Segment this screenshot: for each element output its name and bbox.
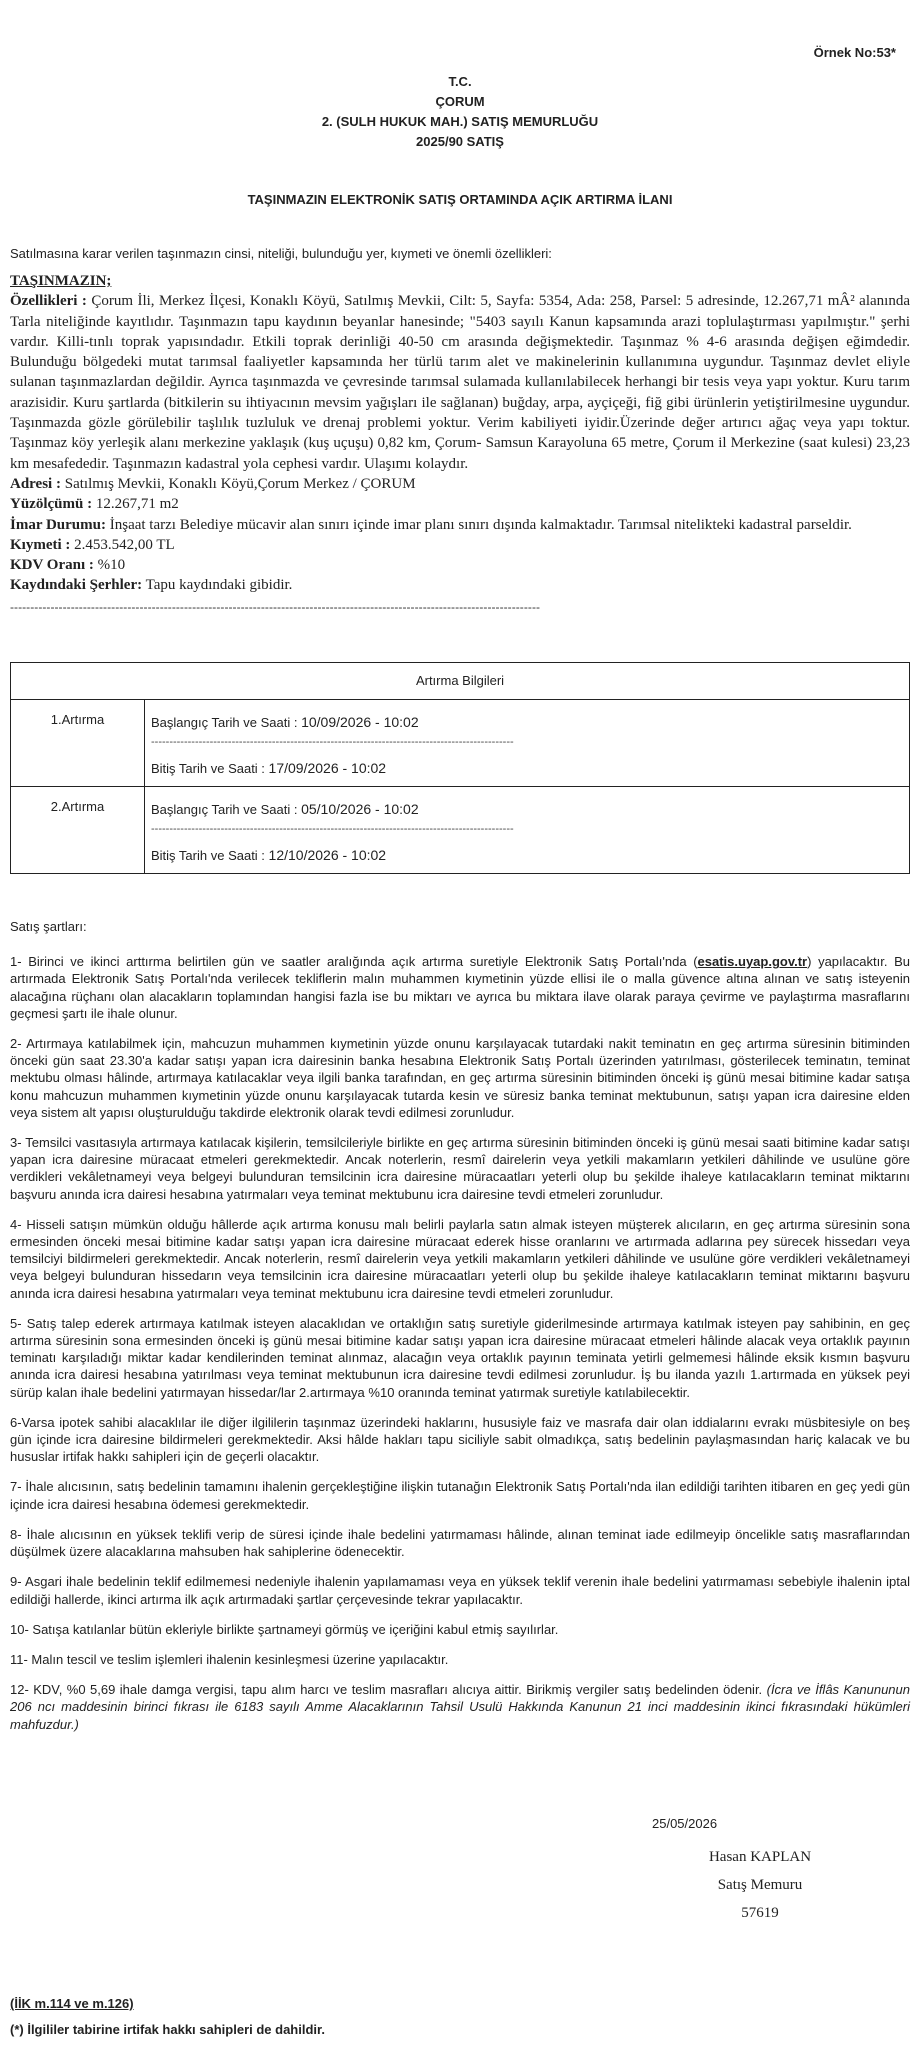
auction-row	[11, 700, 909, 786]
area-label: Yüzölçümü :	[10, 496, 93, 513]
end-value: 12/10/2026 - 10:02	[268, 847, 387, 863]
end-value: 17/09/2026 - 10:02	[268, 760, 387, 776]
value-amount: 2.453.542,00 TL	[70, 536, 175, 553]
condition-4: 4- Hisseli satışın mümkün olduğu hâllerde açık artırma konusu malı belirli paylarla satın almak isteyen müşterek alıcıların, en geç artırma süresinin sona ermesinden önceki mesai bitimine kadar satışı yapan icra dairesine müracaat ederek hisse oranlarını ve artırmada adlarına pey sürecek hissedarı veya temsilciyi bildirmeleri gerekmektedir. Ancak noterlerin, resmî dairelerin veya yetkili makamların yetkileri dâhilinde ve usulüne göre verdikleri vekâletnameyi veya belgeyi bulunduran hissedarın veya temsilcinin icra dairesine müracaatları yeterli olup bu şekilde ihaleye katılacakların teminat miktarını başvuru anında icra dairesi hesabına yatırmaları veya teminat mektubunu icra dairesine tevdi etmeleri zorunludur.	[10, 1216, 910, 1301]
sample-number: Örnek No:53*	[813, 45, 896, 60]
auction-row	[11, 786, 909, 873]
value-label: Kıymeti :	[10, 536, 71, 553]
condition-8: 8- İhale alıcısının en yüksek teklifi verip de süresi içinde ihale bedelini yatırmaması hâlinde, alınan teminat iade edilmeyip öncelikle satış masraflarından düşülmek üzere alacaklarına mahsuben hak sahiplerine ödenecektir.	[10, 1526, 910, 1560]
zoning-value: İnşaat tarzı Belediye mücavir alan sınırı içinde imar planı sınırı dışında kalmaktadır. Tarımsal nitelikteki kadastral parseldir.	[105, 516, 852, 533]
condition-1-pre: 1- Birinci ve ikinci arttırma belirtilen gün ve saatler aralığında açık artırma suretiyle Elektronik Satış Portalı'nda (	[10, 954, 698, 970]
address-value: Satılmış Mevkii, Konaklı Köyü,Çorum Merkez / ÇORUM	[60, 475, 416, 492]
vat-value: %10	[93, 557, 126, 574]
intro-text: Satılmasına karar verilen taşınmazın cinsi, niteliği, bulunduğu yer, kıymeti ve önemli özellikleri:	[10, 246, 552, 261]
auction-round-label: 1.Artırma	[11, 700, 145, 786]
conditions-title: Satış şartları:	[10, 919, 87, 934]
property-heading: TAŞINMAZIN;	[10, 273, 112, 289]
condition-9: 9- Asgari ihale bedelinin teklif edilmemesi nedeniyle ihalenin yapılamaması veya en yüksek teklif verenin ihale bedelini yatırmaması sebebiyle ihalenin iptal edildiği hallerde, ikinci artırma ilk açık artırmadaki şartlar çerçevesinde tekrar yapılacaktır.	[10, 1574, 910, 1607]
features-text: Çorum İli, Merkez İlçesi, Konaklı Köyü, Satılmış Mevkii, Cilt: 5, Sayfa: 5354, Ada: 258, Parsel: 5 adresinde, 12.267,71 mÂ² alanında Tarla niteliğinde kayıtlıdır. Taşınmazın tapu kaydının beyanlar hanesinde; "5403 sayılı Kanun kapsamında arazi toplulaştırması yapılmıştır." şerhi vardır. Killi-tınlı toprak yapısındadır. Etkili toprak derinliği 40-50 cm arasında değişmektedir. Taşınmaz % 4-6 arasında değişen eğimdedir. Bulunduğu bölgedeki mutat tarımsal faaliyetler kapsamında her türlü tarım alet ve makinelerinin kullanımına uygundur. Taşınmaz devlet eliyle sulanan taşınmazlardan değildir. Ayrıca taşınmazda ve çevresinde tarımsal sulamada kullanılabilecek herhangi bir tesis veya yapı yoktur. Kuru tarım arazisidir. Kuru şartlarda (bitkilerin su ihtiyacının mevsim yağışları ile sağlanan) buğday, arpa, ayçiçeği, fiğ gibi ürünlerin yetiştirilmesine uygundur. Taşınmazda gözle görülebilir taşlılık tuzluluk ve drenaj problemi yoktur. Verim kabiliyeti iyidir.Üzerinde değer artırıcı ağaç veya yapı toktur. Taşınmaz köy yerleşik alanı merkezine yaklaşık (kuş uçuşu) 0,82 km, Çorum- Samsun Karayoluna 65 metre, Çorum il Merkezine (saat kulesi) 23,23 km mesafededir. Taşınmazın kadastral yola cephesi vardır. Ulaşımı kolaydır.	[10, 293, 910, 472]
signature-block	[660, 1843, 860, 1927]
vat-label: KDV Oranı :	[10, 557, 94, 574]
end-label: Bitiş Tarih ve Saati :	[151, 848, 269, 863]
header-line-city: ÇORUM	[435, 94, 485, 109]
condition-12	[10, 1681, 910, 1733]
auction-info-table	[10, 662, 910, 874]
auction-start	[151, 801, 419, 817]
property-address	[10, 474, 910, 494]
condition-2: 2- Artırmaya katılabilmek için, mahcuzun muhammen kıymetinin yüzde onunu karşılayacak tutardaki nakit teminatın en geç artırma süresinin bitiminden önceki gün saat 23.30'a kadar satışı yapan icra dairesinin banka hesabına Elektronik Satış Portalı üzerinden yatırılması, gösterilecek teminatın, teminat mektubu olması hâlinde, artırmaya katılacaklar veya ilgili banka tarafından, en geç artırma süresinin bitiminden önceki iş günü mesai bitimine kadar satışa konu mahcuzun muhammen kıymetinin yüzde onunu karşılayacak tutarda kesin ve süresiz banka teminat mektubunun, satışı yapan icra dairesine elden veya sistem alt yapısı oluşturulduğu takdirde elektronik olarak tevdi edilmesi zorunludur.	[10, 1036, 910, 1120]
address-label: Adresi :	[10, 475, 61, 492]
auction-end	[151, 760, 386, 776]
property-details	[10, 271, 910, 596]
annotations-label: Kaydındaki Şerhler:	[10, 577, 143, 594]
area-value: 12.267,71 m2	[92, 496, 179, 513]
start-label: Başlangıç Tarih ve Saati :	[151, 802, 302, 817]
signatory-title: Satış Memuru	[717, 1877, 803, 1893]
zoning-label: İmar Durumu:	[10, 516, 106, 533]
esatis-portal-link[interactable]: esatis.uyap.gov.tr	[697, 954, 808, 970]
auction-start	[151, 714, 419, 730]
law-reference: (İİK m.114 ve m.126)	[10, 1996, 134, 2011]
auction-times	[145, 700, 909, 786]
auction-times	[145, 787, 909, 873]
document-title: TAŞINMAZIN ELEKTRONİK SATIŞ ORTAMINDA AÇIK ARTIRMA İLANI	[247, 192, 673, 207]
condition-5: 5- Satış talep ederek artırmaya katılmak isteyen alacaklıdan ve ortaklığın satış suretiyle giderilmesinde artırmaya katılmak isteyen pay sahibinin, en geç artırma süresinin sona ermesinden önceki iş günü mesai bitimine kadar satışı yapan icra dairesine müracaat etmeleri hâlinde alacak veya ortaklık payının teminatı karşıladığı miktar kadar kendilerinden teminat alınmaz, alacağın veya ortaklık payının teminata yetirli gelmemesi hâlinde eksik kısmın başvuru anında icra dairesi hesabına yatırılması veya teminat mektubunun icra dairesine tevdi edilmesi zorunludur. İş bu ilanda yazılı 1.artırmada en yüksek peyi sürüp kalan ihale bedelini yatırmayan hissedar/lar 2.artırmaya %10 oranında teminat yatırmak suretiyle katılabilecektir.	[10, 1315, 910, 1400]
condition-12-legal-note: (İcra ve İflâs Kanununun 206 ncı maddesinin birinci fıkrası ile 6183 sayılı Amme Alacaklarının Tahsil Usulü Hakkında Kanunun 21 inci maddesinin ikinci fıkrasındaki hükümleri mahfuzdur.)	[10, 1682, 910, 1732]
start-value: 10/09/2026 - 10:02	[301, 714, 419, 730]
features-label: Özellikleri :	[10, 293, 87, 310]
property-annotations	[10, 575, 910, 595]
property-vat	[10, 555, 910, 575]
property-features	[10, 291, 910, 474]
condition-6: 6-Varsa ipotek sahibi alacaklılar ile diğer ilgililerin taşınmaz üzerindeki haklarını, hususiyle faiz ve masrafa dair olan iddialarını evrakı müsbitesiyle on beş gün içinde icra dairesine bildirmeleri gerekmektedir. Aksi hâlde hakları tapu siciliyle sabit olmadıkça, satış bedelinin paylaşmasından hariç kalacak ve bu hususlar irtifak hakkı sahipleri için de geçerli olacaktır.	[10, 1414, 910, 1465]
auction-end	[151, 847, 386, 863]
condition-1-post: ) yapılacaktır. Bu artırmada Elektronik Satış Portalı'nda verilecek tekliflerin malın muhammen kıymetinin yüzde ellisi ile o malla güvence altına alınan ve satış isteyenin alacağına rüçhanı olan alacakların toplamından hangisi fazla ise bu miktarı ve ayrıca bu miktara ilave olarak paraya çevirme ve paylaştırma masraflarını geçmesi şartı ile ihale olunur.	[10, 954, 910, 1021]
condition-7: 7- İhale alıcısının, satış bedelinin tamamını ihalenin gerçekleştiğine ilişkin tutanağın Elektronik Satış Portalı'nda ilan edildiği tarihten itibaren en geç yedi gün içinde icra dairesi hesabına ödemesi gerekmektedir.	[10, 1479, 910, 1512]
annotations-value: Tapu kaydındaki gibidir.	[142, 577, 293, 594]
signatory-number: 57619	[741, 1905, 779, 1921]
header-line-file-no: 2025/90 SATIŞ	[416, 134, 504, 149]
start-label: Başlangıç Tarih ve Saati :	[151, 715, 302, 730]
property-value	[10, 535, 910, 555]
condition-11: 11- Malın tescil ve teslim işlemleri ihalenin kesinleşmesi üzerine yapılacaktır.	[10, 1651, 449, 1667]
end-label: Bitiş Tarih ve Saati :	[151, 761, 269, 776]
property-area	[10, 494, 910, 514]
section-divider: -----------------------------------------------------------------------------------------------------------------------------------	[10, 600, 541, 614]
header-line-office: 2. (SULH HUKUK MAH.) SATIŞ MEMURLUĞU	[321, 114, 599, 129]
condition-12-text: 12- KDV, %0 5,69 ihale damga vergisi, tapu alım harcı ve teslim masrafları alıcıya aittir. Birikmiş vergiler satış bedelinden ödenir.	[10, 1682, 767, 1698]
auction-separator: ---------------------------------------------------------------------------------------------------	[151, 823, 514, 835]
auction-separator: ---------------------------------------------------------------------------------------------------	[151, 736, 514, 748]
signature-date: 25/05/2026	[652, 1816, 718, 1831]
auction-info-title: Artırma Bilgileri	[11, 663, 909, 700]
issuer-header	[0, 72, 920, 152]
auction-round-label: 2.Artırma	[11, 787, 145, 873]
footnote: (*) İlgililer tabirine irtifak hakkı sahipleri de dahildir.	[10, 2022, 325, 2037]
condition-10: 10- Satışa katılanlar bütün ekleriyle birlikte şartnameyi görmüş ve içeriğini kabul etmiş sayılırlar.	[10, 1621, 559, 1637]
condition-3: 3- Temsilci vasıtasıyla artırmaya katılacak kişilerin, temsilcileriyle birlikte en geç artırma süresinin bitiminden önceki iş günü mesai saati bitimine kadar satışı yapan icra dairesine müracaat etmeleri gerekmektedir. Ancak noterlerin, resmî dairelerin veya yetkili makamların yetkileri dâhilinde ve usulüne göre verdikleri vekâletnameyi veya belgeyi bulunduran temsilcinin icra dairesine müracaatları yeterli olup bu şekilde ihaleye katılacakların teminat miktarını başvuru anında icra dairesi hesabına yatırmaları veya teminat mektubunu icra dairesine tevdi etmeleri zorunludur.	[10, 1135, 910, 1202]
header-line-tc: T.C.	[448, 74, 472, 89]
signatory-name: Hasan KAPLAN	[708, 1849, 812, 1865]
property-zoning	[10, 515, 910, 535]
condition-1	[10, 953, 910, 1022]
start-value: 05/10/2026 - 10:02	[301, 801, 419, 817]
sale-conditions	[10, 918, 910, 1746]
